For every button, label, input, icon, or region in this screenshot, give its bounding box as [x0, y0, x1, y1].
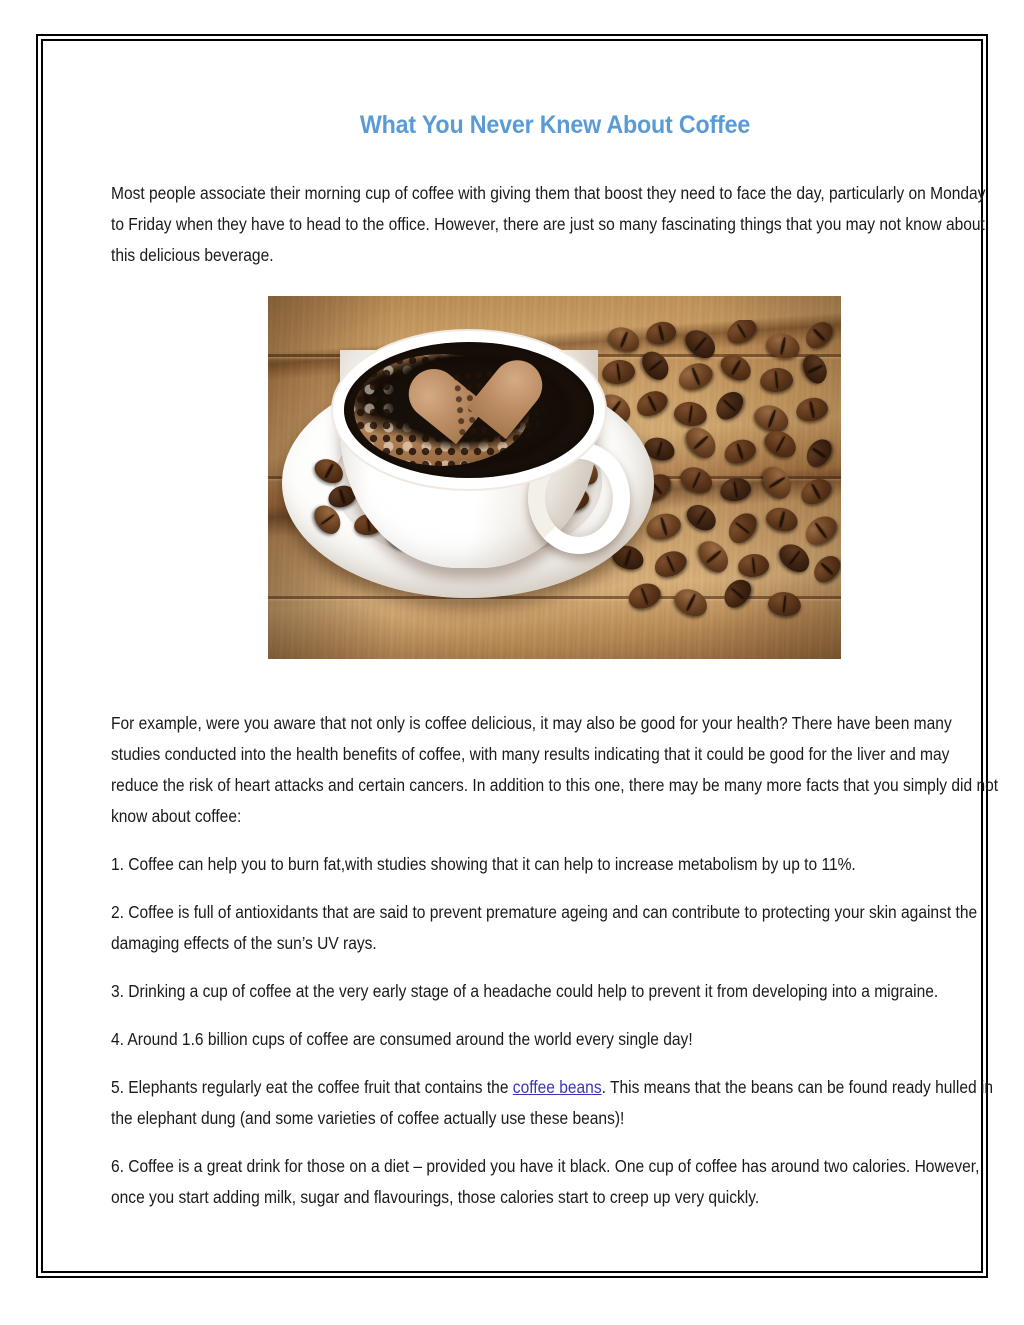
spacer: [111, 1055, 999, 1072]
coffee-beans-link[interactable]: coffee beans: [512, 1077, 602, 1097]
list-item-5: [111, 1072, 999, 1134]
lead-in-paragraph: For example, were you aware that not only is coffee delicious, it may also be good for your health? There have been many studies conducted into the health benefits of coffee, with many results indicating that it could be good for the liver and may reduce the risk of heart attacks and certain cancers. In addition to this one, there may be many more facts that you simply did not know about coffee:: [111, 713, 999, 826]
spacer: [111, 832, 999, 849]
document-content: [111, 109, 999, 1213]
list-item-5-text-before: 5. Elephants regularly eat the coffee fruit that contains the: [111, 1077, 513, 1097]
photo-spacer: [111, 271, 999, 708]
list-item-3: 3. Drinking a cup of coffee at the very early stage of a headache could help to prevent it from developing into a migraine.: [111, 981, 939, 1001]
list-item-2: 2. Coffee is full of antioxidants that are said to prevent premature ageing and can contribute to protecting your skin against the damaging effects of the sun’s UV rays.: [111, 902, 978, 953]
spacer: [111, 141, 999, 178]
page-border-frame: [36, 34, 999, 1278]
page-title: What You Never Knew About Coffee: [359, 111, 751, 139]
intro-paragraph: Most people associate their morning cup of coffee with giving them that boost they need to face the day, particularly on Monday to Friday when they have to head to the office. However, there are just so many fascinating things that you may not know about this delicious beverage.: [111, 183, 986, 265]
list-item-5-text-after: . This means that the beans can be found ready hulled in the elephant dung (and some varieties of coffee actually use these beans)!: [111, 1077, 994, 1128]
list-item-4: 4. Around 1.6 billion cups of coffee are consumed around the world every single day!: [111, 1029, 693, 1049]
spacer: [111, 1007, 999, 1024]
spacer: [111, 959, 999, 976]
spacer: [111, 1134, 999, 1151]
list-item-1: 1. Coffee can help you to burn fat,with studies showing that it can help to increase metabolism by up to 11%.: [111, 854, 856, 874]
list-item-6: 6. Coffee is a great drink for those on a diet – provided you have it black. One cup of coffee has around two calories. However, once you start adding milk, sugar and flavourings, those calories start to creep up very quickly.: [111, 1156, 980, 1207]
spacer: [111, 880, 999, 897]
